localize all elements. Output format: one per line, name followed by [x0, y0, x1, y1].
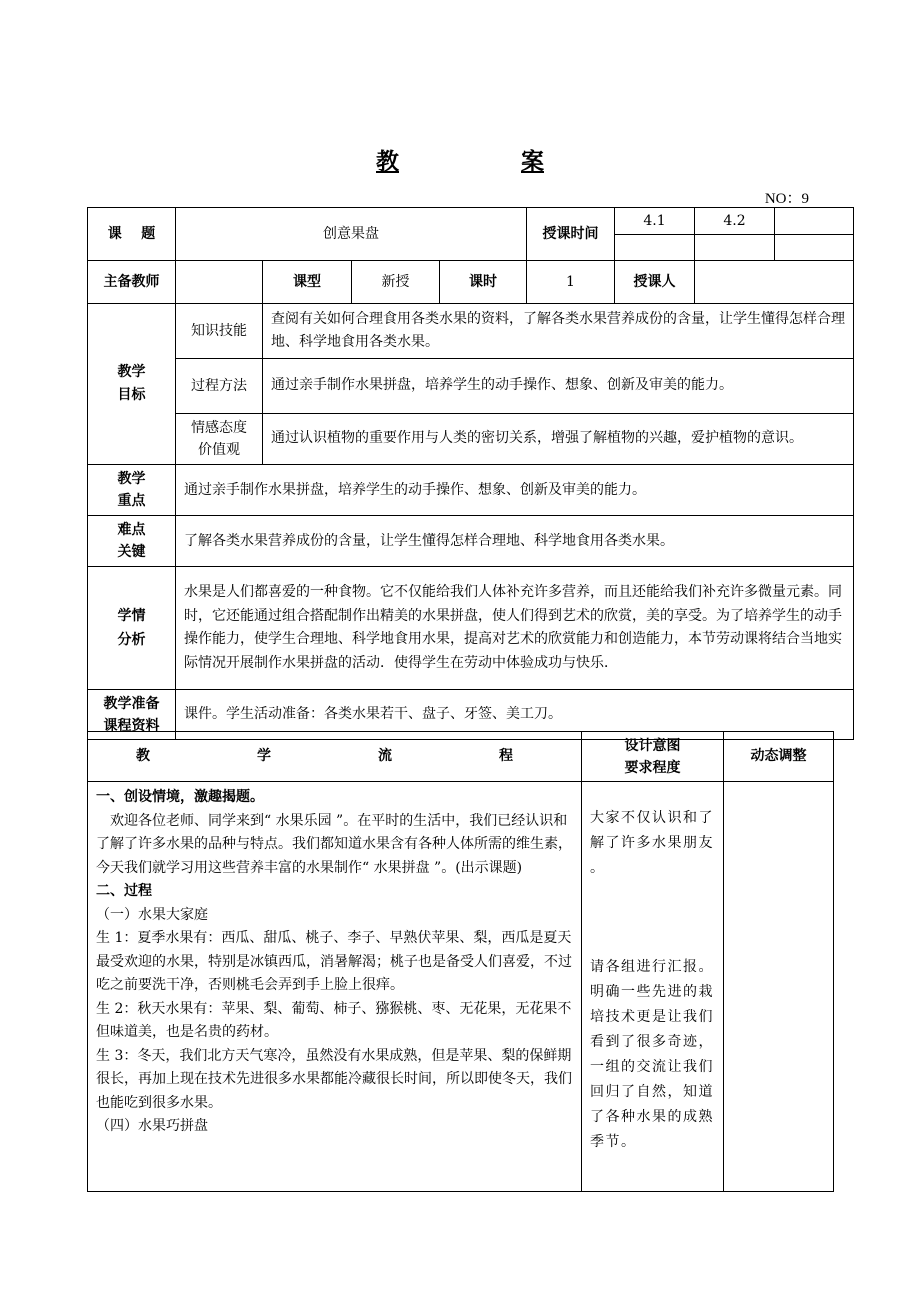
subsection-4-title: （四）水果巧拼盘: [96, 1118, 208, 1134]
focus-label: 教学 重点: [88, 465, 176, 516]
time-cell-4: [615, 235, 695, 261]
student-3-text: 生 3：冬天，我们北方天气寒冷，虽然没有水果成熟，但是苹果、梨的保鲜期很长，再加上现在技术先进很多水果都能冷藏很长时间，所以即使冬天，我们也能吃到很多水果。: [96, 1047, 572, 1111]
student-2-text: 生 2：秋天水果有：苹果、梨、葡萄、柿子、猕猴桃、枣、无花果，无花果不但味道美，也是名贵的药材。: [96, 1000, 572, 1040]
time-cell-1: 4.1: [615, 208, 695, 235]
document-number: NO：9: [764, 191, 809, 207]
lecturer-label: 授课人: [615, 261, 695, 304]
goal-process-label: 过程方法: [176, 359, 263, 414]
page-title: [0, 143, 920, 176]
goal-emotion-label: 情感态度 价值观: [176, 414, 263, 465]
hours-label: 课时: [440, 261, 527, 304]
design-note-1: 大家不仅认识和了解了许多水果朋友 。: [590, 810, 714, 876]
adjust-cell: [724, 782, 834, 1192]
section-1-text: 欢迎各位老师、同学来到“ 水果乐园 ”。在平时的生活中，我们已经认识和了解了许多水果的品种与特点。我们都知道水果含有各种人体所需的维生素，今天我们就学习用这些营养丰富的水果制作“ 水果拼盘 ”。(出示课题): [96, 812, 572, 876]
type-value: 新授: [352, 261, 440, 304]
time-cell-2: 4.2: [695, 208, 775, 235]
prep-label: 教学准备 课程资料: [88, 690, 176, 740]
goal-process-text: 通过亲手制作水果拼盘，培养学生的动手操作、想象、创新及审美的能力。: [263, 359, 854, 414]
topic-label: 课 题: [88, 208, 176, 261]
time-cell-3: [775, 208, 854, 235]
difficulty-label: 难点 关键: [88, 516, 176, 567]
section-1-title: 一、创设情境，激趣揭题。: [96, 789, 264, 805]
time-cell-5: [695, 235, 775, 261]
teaching-flow-table: [87, 731, 834, 1192]
teacher-label: 主备教师: [88, 261, 176, 304]
flow-content: [88, 782, 582, 1192]
section-2-title: 二、过程: [96, 883, 152, 899]
flow-header-char: 学: [257, 748, 271, 764]
prep-text: 课件。学生活动准备：各类水果若干、盘子、牙签、美工刀。: [176, 690, 854, 740]
flow-header-char: 教: [136, 748, 150, 764]
flow-header: [88, 732, 582, 782]
subsection-1-title: （一）水果大家庭: [96, 906, 208, 923]
student-1-text: 生 1：夏季水果有：西瓜、甜瓜、桃子、李子、早熟伏苹果、梨，西瓜是夏天最受欢迎的水果，特别是冰镇西瓜，消暑解渴；桃子也是备受人们喜爱，不过吃之前要洗干净，否则桃毛会弄到手上脸上很痒。: [96, 930, 572, 993]
design-header: 设计意图 要求程度: [582, 732, 724, 782]
title-char-left: 教: [376, 148, 399, 175]
flow-header-char: 程: [499, 748, 513, 764]
time-label: 授课时间: [527, 208, 615, 261]
focus-text: 通过亲手制作水果拼盘，培养学生的动手操作、想象、创新及审美的能力。: [176, 465, 854, 516]
goal-knowledge-label: 知识技能: [176, 304, 263, 359]
goal-knowledge-text: 查阅有关如何合理食用各类水果的资料，了解各类水果营养成份的含量，让学生懂得怎样合理地、科学地食用各类水果。: [263, 304, 854, 359]
type-label: 课型: [263, 261, 352, 304]
goals-label: 教学 目标: [88, 304, 176, 465]
lecturer-value: [695, 261, 854, 304]
time-cell-6: [775, 235, 854, 261]
lesson-info-table: [87, 207, 854, 740]
adjust-header: 动态调整: [724, 732, 834, 782]
teacher-value: [176, 261, 263, 304]
hours-value: 1: [527, 261, 615, 304]
design-note-2: 请各组进行汇报。明确一些先进的栽培技术更是让我们看到了很多奇迹，一组的交流让我们回归了自然，知道了各种水果的成熟季节。: [590, 959, 714, 1150]
topic-value: 创意果盘: [176, 208, 527, 261]
difficulty-text: 了解各类水果营养成份的含量，让学生懂得怎样合理地、科学地食用各类水果。: [176, 516, 854, 567]
title-char-right: 案: [521, 148, 544, 175]
analysis-label: 学情 分析: [88, 567, 176, 690]
analysis-text: 水果是人们都喜爱的一种食物。它不仅能给我们人体补充许多营养，而且还能给我们补充许多微量元素。同时，它还能通过组合搭配制作出精美的水果拼盘，使人们得到艺术的欣赏，美的享受。为了培养学生的动手操作能力，使学生合理地、科学地食用水果，提高对艺术的欣赏能力和创造能力，本节劳动课将结合当地实际情况开展制作水果拼盘的活动．使得学生在劳动中体验成功与快乐．: [176, 567, 854, 690]
flow-header-char: 流: [378, 748, 392, 764]
goal-emotion-text: 通过认识植物的重要作用与人类的密切关系，增强了解植物的兴趣，爱护植物的意识。: [263, 414, 854, 465]
design-intent: [582, 782, 724, 1192]
